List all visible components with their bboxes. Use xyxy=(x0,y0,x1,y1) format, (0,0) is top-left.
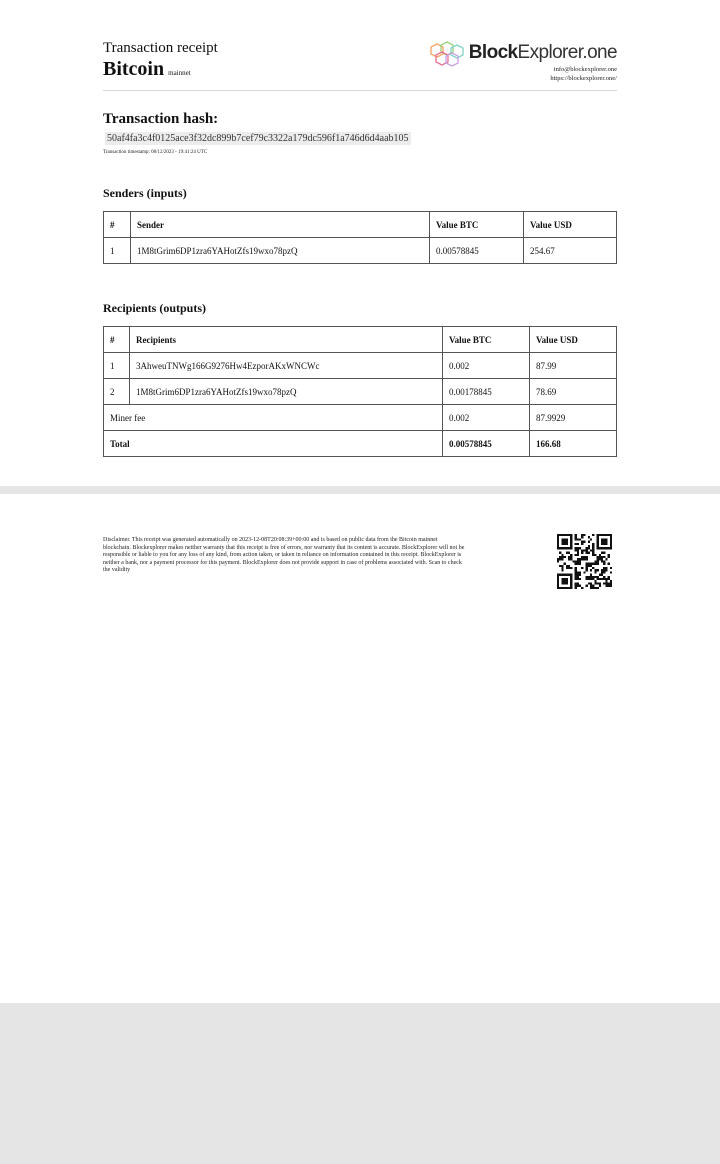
document-type: Transaction receipt xyxy=(103,40,218,56)
receipt-page-1 xyxy=(0,0,720,486)
recipient-address: 1M8tGrim6DP1zra6YAHotZfs19wxo78pzQ xyxy=(130,379,443,405)
total-label: Total xyxy=(104,431,443,457)
recipients-title: Recipients (outputs) xyxy=(103,301,207,315)
brand-logo-icon xyxy=(427,38,467,68)
chain-name: Bitcoin xyxy=(103,58,165,80)
table-row xyxy=(104,353,617,379)
hash-title: Transaction hash: xyxy=(103,111,219,127)
table-row xyxy=(104,238,617,264)
total-btc: 0.00578845 xyxy=(443,431,530,457)
col-header-recipients: Recipients xyxy=(130,327,443,353)
disclaimer-text: Disclaimer. This receipt was generated automatically on 2023-12-08T20:08:39+00:00 and is based on public data from the Bitcoin mainnet blockchain. Blockexplorer makes neither warranty that this receipt is free of errors, nor warranty that its content is accurate. BlockExplorer will not be responsible or liable to you for any loss of any kind, from action taken, or taken in reliance on information contained in this receipt. BlockExplorer is neither a bank, nor a payment processor for this payment. BlockExplorer does not provide support in case of problems associated with. Scan to check the validity xyxy=(103,537,465,574)
hash-value: 50af4fa3c4f0125ace3f32dc899b7cef79c3322a179dc596f1a746d6d4aab105 xyxy=(107,133,409,144)
col-header-index: # xyxy=(104,212,131,238)
senders-table xyxy=(103,211,617,264)
col-header-index: # xyxy=(104,327,130,353)
row-index: 1 xyxy=(104,353,130,379)
brand xyxy=(427,38,617,68)
contact-url[interactable]: https://blockexplorer.one/ xyxy=(550,75,617,82)
row-index: 2 xyxy=(104,379,130,405)
col-header-usd: Value USD xyxy=(524,212,617,238)
fee-usd: 87.9929 xyxy=(530,405,617,431)
recipients-table xyxy=(103,326,617,457)
col-header-sender: Sender xyxy=(131,212,430,238)
transaction-timestamp: Transaction timestamp: 08/12/2023 - 19:41:24 UTC xyxy=(103,150,208,155)
recipient-address: 3AhweuTNWg166G9276Hw4EzporAKxWNCWc xyxy=(130,353,443,379)
value-btc: 0.00578845 xyxy=(430,238,524,264)
chain-title xyxy=(103,58,191,81)
contact-info xyxy=(550,65,617,83)
receipt-header xyxy=(103,38,617,91)
value-usd: 254.67 xyxy=(524,238,617,264)
col-header-btc: Value BTC xyxy=(430,212,524,238)
network-label: mainnet xyxy=(168,69,191,77)
fee-btc: 0.002 xyxy=(443,405,530,431)
value-btc: 0.00178845 xyxy=(443,379,530,405)
receipt-page-2 xyxy=(0,494,720,1003)
senders-title: Senders (inputs) xyxy=(103,186,187,200)
miner-fee-label: Miner fee xyxy=(104,405,443,431)
miner-fee-row xyxy=(104,405,617,431)
value-usd: 87.99 xyxy=(530,353,617,379)
table-row xyxy=(104,379,617,405)
table-header-row xyxy=(104,327,617,353)
qr-code-icon xyxy=(557,534,612,589)
contact-email[interactable]: info@blockexplorer.one xyxy=(553,66,617,73)
transaction-hash-block xyxy=(103,111,411,155)
col-header-usd: Value USD xyxy=(530,327,617,353)
total-row xyxy=(104,431,617,457)
table-header-row xyxy=(104,212,617,238)
row-index: 1 xyxy=(104,238,131,264)
total-usd: 166.68 xyxy=(530,431,617,457)
value-usd: 78.69 xyxy=(530,379,617,405)
brand-name: BlockExplorer.one xyxy=(468,42,617,63)
col-header-btc: Value BTC xyxy=(443,327,530,353)
value-btc: 0.002 xyxy=(443,353,530,379)
sender-address: 1M8tGrim6DP1zra6YAHotZfs19wxo78pzQ xyxy=(131,238,430,264)
